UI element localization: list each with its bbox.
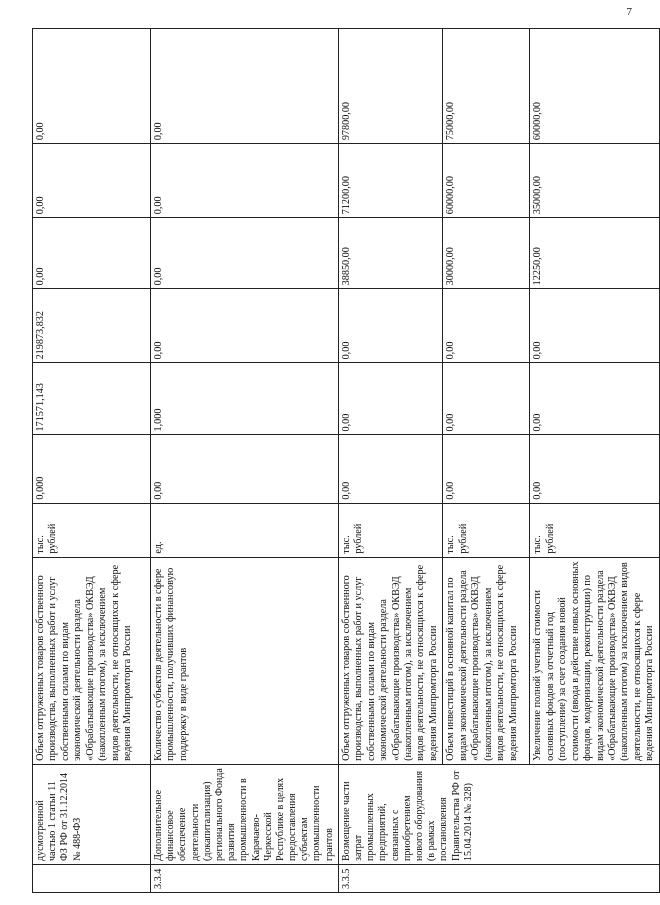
value-cell: 0,00 [338, 289, 443, 363]
value-cell: 171571,143 [33, 363, 151, 435]
value-cell: 0,00 [530, 289, 659, 363]
indicator-name: Увеличение полной учетной стоимости основных фондов за отчетный год (поступление) за счет создания новой стоимости (ввода в действие новых основных фондов, модернизации, реконструкции) по видам экономической деятельности раздела «Обрабатывающие производства» ОКВЭД (накопленным итогом) за исключением видов деятельности, не относящихся к сфере ведения Минпромторга России [530, 557, 659, 764]
unit-cell: тыс. рублей [33, 503, 151, 557]
rotated-table-container [32, 28, 656, 893]
value-cell: 0,00 [530, 363, 659, 435]
indicator-name: Объем инвестиций в основной капитал по видам экономической деятельности раздела «Обрабатывающие производства» ОКВЭД (накопленным итогом), за исключением видов деятельности, не относящихся к сфере ведения Минпромторга России [443, 557, 530, 764]
value-cell: 71200,00 [338, 144, 443, 218]
indicator-name: Количество субъектов деятельности в сфере промышленности, получивших финансовую поддержку в виде грантов [151, 557, 339, 764]
value-cell: 0,00 [338, 435, 443, 503]
event-name: Дополнительное финансовое обеспечение деятельности (докапитализация) регионального Фонда развития промышленности в Карачаево-Черкесской Республике в целях предоставления субъектам промышленности грантов [151, 764, 339, 864]
table-row [338, 29, 443, 893]
value-cell: 38850,00 [338, 218, 443, 289]
unit-cell: тыс. рублей [530, 503, 659, 557]
value-cell: 0,000 [33, 435, 151, 503]
table-row [33, 29, 151, 893]
value-cell: 60000,00 [530, 29, 659, 144]
row-number: 3.3.4 [151, 864, 339, 892]
value-cell: 0,00 [443, 435, 530, 503]
program-indicators-table [32, 28, 660, 893]
value-cell: 0,00 [33, 144, 151, 218]
value-cell: 35000,00 [530, 144, 659, 218]
indicator-name: Объем отгруженных товаров собственного производства, выполненных работ и услуг собственными силами по видам экономической деятельности раздела «Обрабатывающие производства» ОКВЭД (накопленным итогом), за исключением видов деятельности, не относящихся к сфере ведения Минпромторга России [33, 557, 151, 764]
value-cell: 30000,00 [443, 218, 530, 289]
row-number: 3.3.5 [338, 864, 659, 892]
value-cell: 0,00 [151, 29, 339, 144]
value-cell: 0,00 [33, 29, 151, 144]
page-number: 7 [626, 6, 632, 18]
value-cell: 0,00 [530, 435, 659, 503]
indicator-name: Объем отгруженных товаров собственного производства, выполненных работ и услуг собственными силами по видам экономической деятельности раздела «Обрабатывающие производства» ОКВЭД (накопленным итогом), за исключением видов деятельности, не относящихся к сфере ведения Минпромторга России [338, 557, 443, 764]
value-cell: 1,000 [151, 363, 339, 435]
event-name: дусмотренной частью 1 статьи 11 ФЗ РФ от 31.12.2014 № 488-ФЗ [33, 764, 151, 864]
value-cell: 0,00 [33, 218, 151, 289]
value-cell: 0,00 [151, 218, 339, 289]
value-cell: 0,00 [151, 435, 339, 503]
unit-cell: тыс. рублей [443, 503, 530, 557]
value-cell: 0,00 [151, 144, 339, 218]
value-cell: 97800,00 [338, 29, 443, 144]
value-cell: 0,00 [443, 363, 530, 435]
value-cell: 0,00 [443, 289, 530, 363]
value-cell: 219873,832 [33, 289, 151, 363]
event-name: Возмещение части затрат промышленных предприятий, связанных с приобретением нового оборудования (в рамках постановления Правительства РФ от 15.04.2014 № 328) [338, 764, 659, 864]
unit-cell: тыс. рублей [338, 503, 443, 557]
table-row [530, 29, 659, 893]
value-cell: 60000,00 [443, 144, 530, 218]
value-cell: 75000,00 [443, 29, 530, 144]
row-number [33, 864, 151, 892]
value-cell: 12250,00 [530, 218, 659, 289]
unit-cell: ед. [151, 503, 339, 557]
table-row [443, 29, 530, 893]
value-cell: 0,00 [338, 363, 443, 435]
value-cell: 0,00 [151, 289, 339, 363]
table-row [151, 29, 339, 893]
